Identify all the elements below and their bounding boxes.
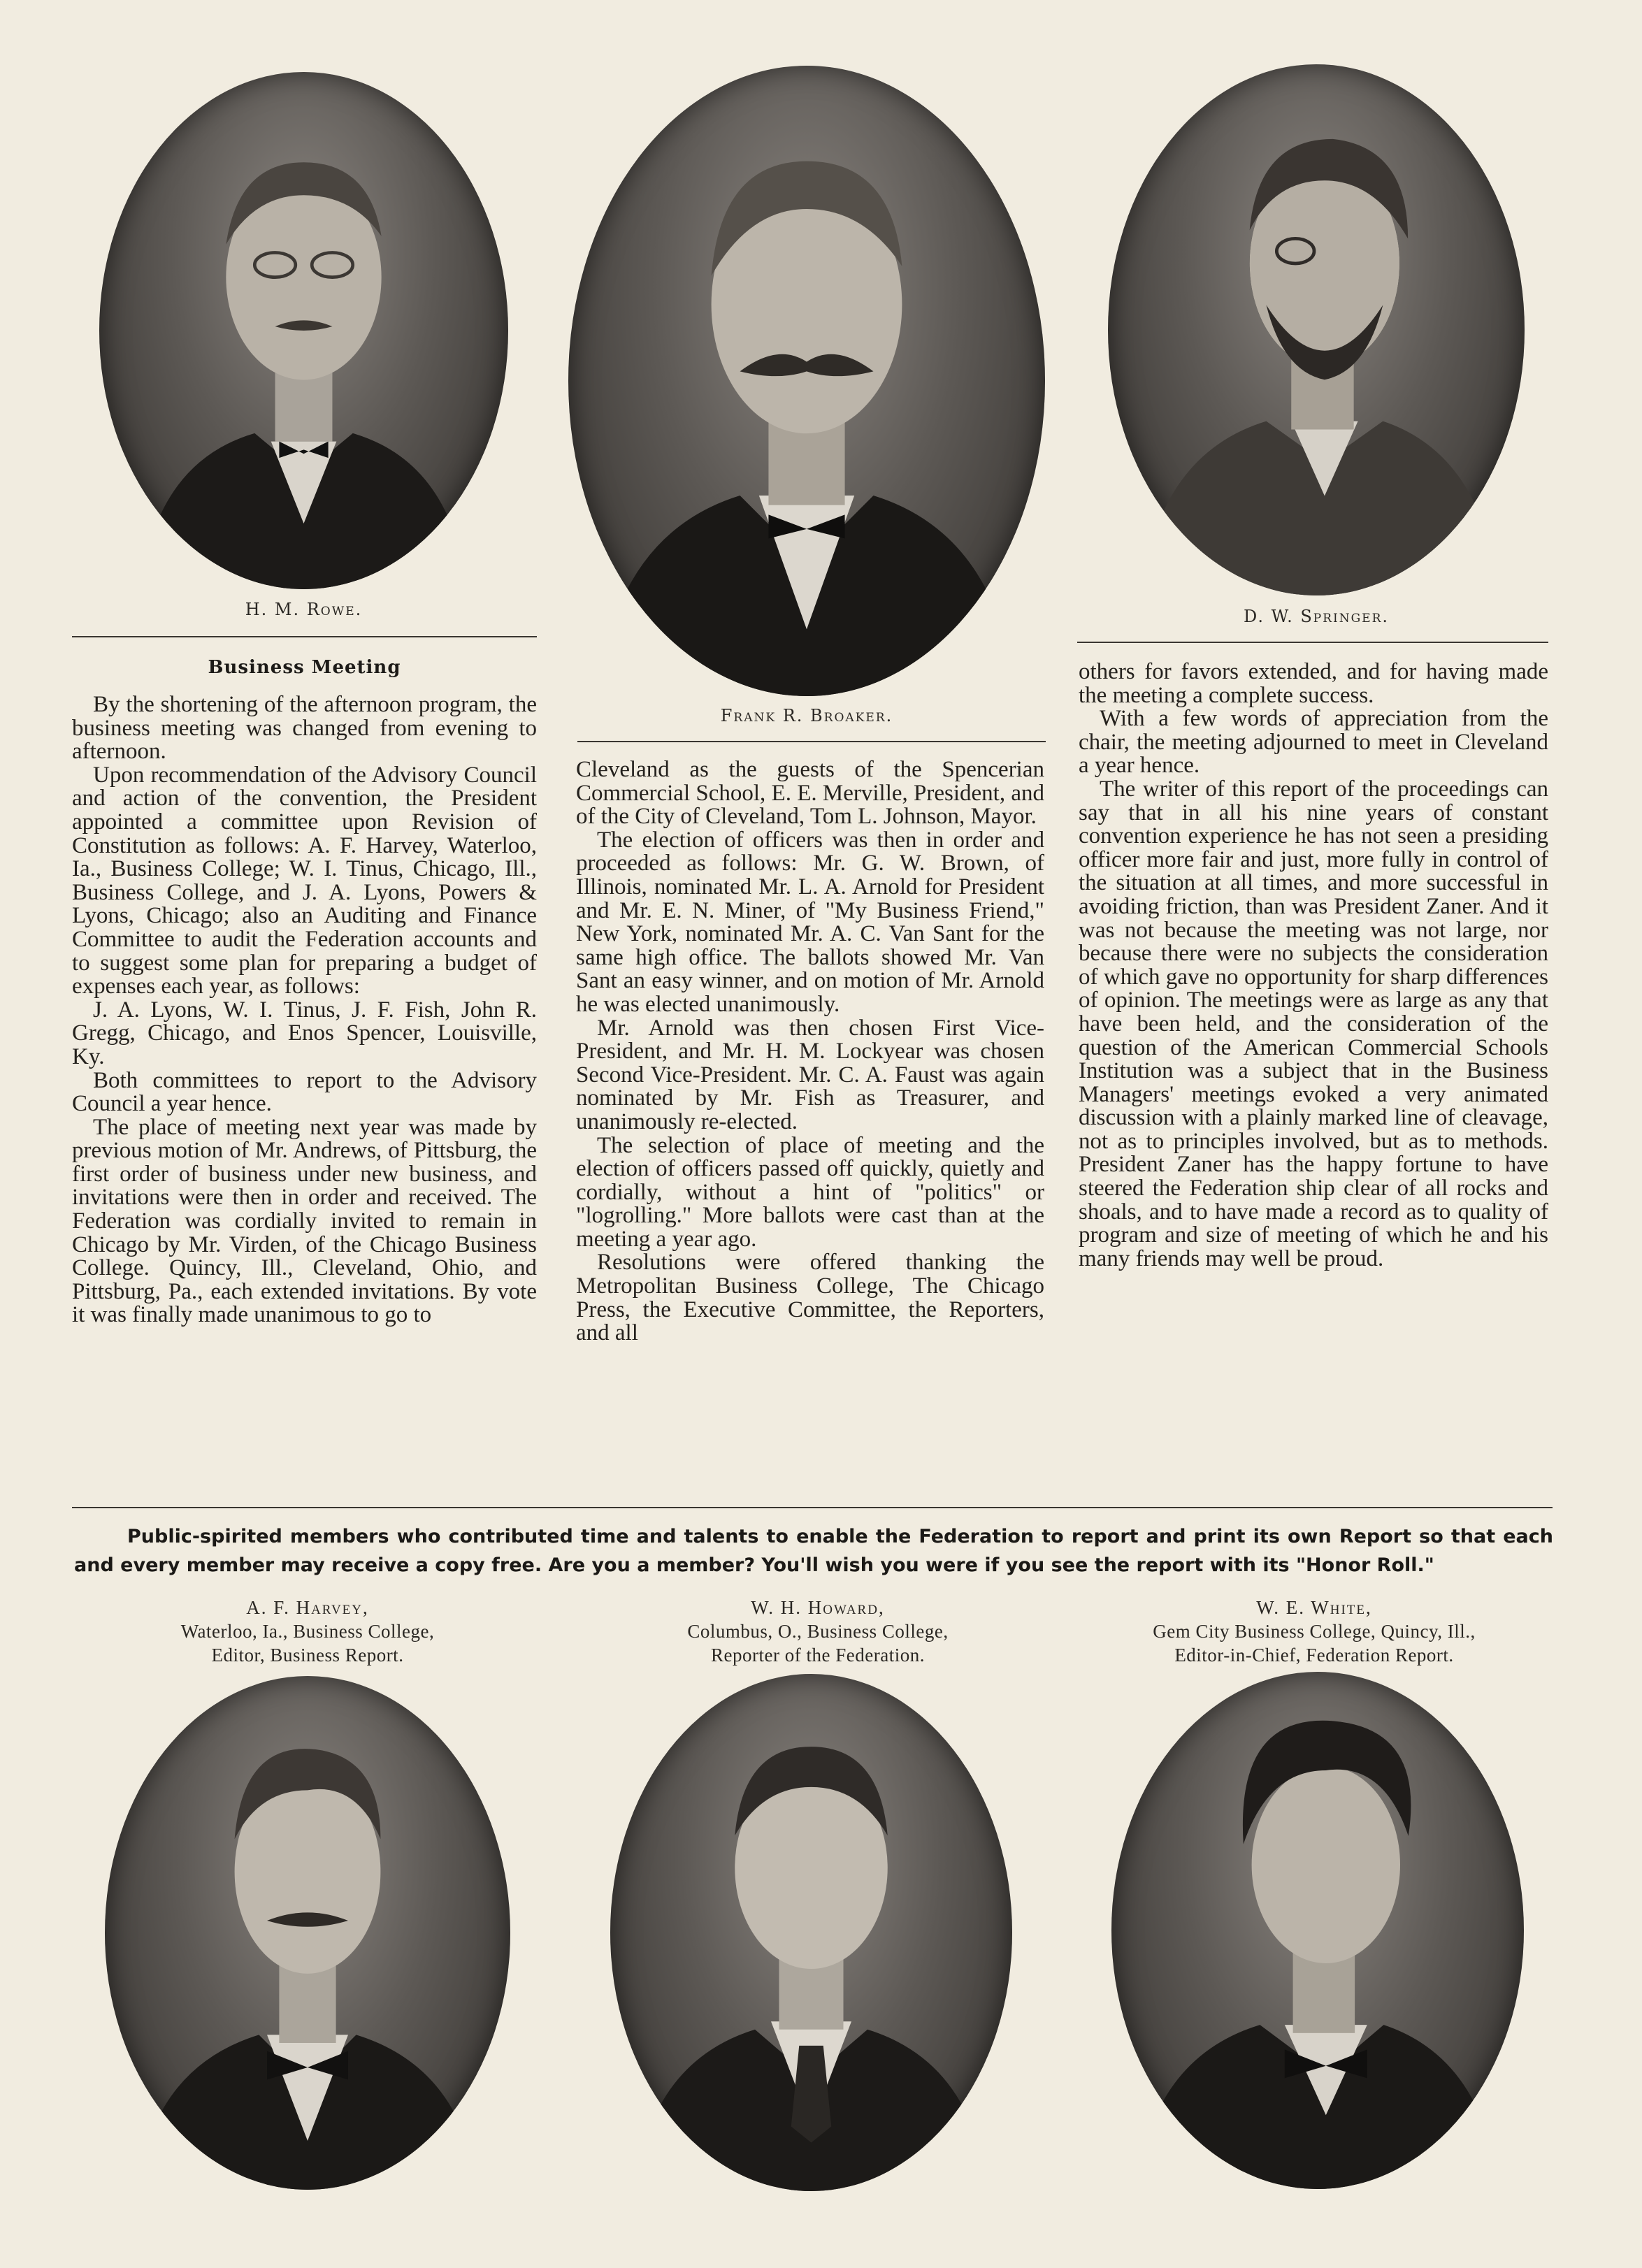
credit-name: W. E. White,	[1256, 1597, 1372, 1618]
article-heading: Business Meeting	[208, 657, 401, 678]
portrait-caption-springer: D. W. Springer.	[1243, 607, 1390, 626]
credit-affiliation: Gem City Business College, Quincy, Ill.,	[1153, 1621, 1476, 1642]
divider	[577, 741, 1046, 742]
paragraph: The place of meeting next year was made by previous motion of Mr. Andrews, of Pittsburg, the first order of business under new business, and invitations were then in order and received. The Federation was cordially invited to remain in Chicago by Mr. Virden, of the Chicago Business College. Quincy, Ill., Cleveland, Ohio, and Pittsburg, Pa., each extended invitations. By vote it was finally made unanimous to go to	[72, 1114, 537, 1328]
portrait-caption-broaker: Frank R. Broaker.	[720, 706, 893, 725]
paragraph: With a few words of appreciation from the chair, the meeting adjourned to meet in Cleveland a year hence.	[1079, 706, 1548, 779]
article-column-3	[1079, 660, 1548, 1271]
credit-name: A. F. Harvey,	[246, 1597, 369, 1618]
credit-affiliation: Waterloo, Ia., Business College,	[180, 1621, 435, 1642]
paragraph: Mr. Arnold was then chosen First Vice-President, and Mr. H. M. Lockyear was chosen Second Vice-President. Mr. C. A. Faust was again nominated by Mr. Fish as Treasurer, and unanimously re-elected.	[576, 1015, 1044, 1134]
article-column-1	[72, 693, 537, 1327]
paragraph: J. A. Lyons, W. I. Tinus, J. F. Fish, John R. Gregg, Chicago, and Enos Spencer, Louisville, Ky.	[72, 997, 537, 1069]
portrait-caption-rowe: H. M. Rowe.	[245, 600, 363, 619]
paragraph: The selection of place of meeting and the election of officers passed off quickly, quietly and cordially, without a hint of "politics" or "logrolling." More ballots were cast than at the meeting a year ago.	[576, 1132, 1044, 1252]
portrait-a-f-harvey	[105, 1676, 510, 2190]
paragraph: By the shortening of the afternoon program, the business meeting was changed from evening to afternoon.	[72, 692, 537, 765]
portrait-d-w-springer	[1108, 64, 1525, 595]
credit-role: Editor-in-Chief, Federation Report.	[1174, 1645, 1454, 1666]
credit-harvey	[105, 1596, 510, 1667]
divider	[72, 1507, 1553, 1508]
paragraph: others for favors extended, and for having made the meeting a complete success.	[1079, 659, 1548, 708]
portrait-w-h-howard	[610, 1674, 1012, 2191]
credit-white	[1087, 1596, 1541, 1667]
credit-howard	[615, 1596, 1021, 1667]
article-column-2	[576, 758, 1044, 1345]
paragraph: The writer of this report of the proceedings can say that in all his nine years of constant convention experience he has not seen a presiding officer more fair and just, more fully in control of the situation at all times, and more successful in avoiding friction, than was President Zaner. And it was not because the meeting was not large, nor because there were no subjects the consideration of which gave no opportunity for sharp differences of opinion. The meetings were as large as any that have been held, and the consideration of the question of the American Commercial Schools Institution was a subject that in the Business Managers' meetings evoked a very animated discussion with a plainly marked line of cleavage, not as to principles involved, but as to methods. President Zaner has the happy fortune to have steered the Federation ship clear of all rocks and shoals, and to have made a record as to quality of program and size of meeting of which he and his many friends may well be proud.	[1079, 776, 1548, 1271]
honor-roll-banner: Public-spirited members who contributed time and talents to enable the Federation to report and print its own Report so that each and every member may receive a copy free. Are you a member? You'll wish you were if you see the report with its "Honor Roll."	[74, 1526, 1553, 1576]
paragraph: Upon recommendation of the Advisory Council and action of the convention, the President appointed a committee upon Revision of Constitution as follows: A. F. Harvey, Waterloo, Ia., Business College; W. I. Tinus, Chicago, Ill., Business College, and J. A. Lyons, Powers & Lyons, Chicago; also an Auditing and Finance Committee to audit the Federation accounts and to suggest some plan for preparing a budget of expenses each year, as follows:	[72, 762, 537, 999]
portrait-h-m-rowe	[99, 72, 508, 589]
portrait-frank-r-broaker	[568, 66, 1045, 696]
credit-name: W. H. Howard,	[751, 1597, 885, 1618]
credit-role: Editor, Business Report.	[211, 1645, 404, 1666]
paragraph: Resolutions were offered thanking the Metropolitan Business College, The Chicago Press, the Executive Committee, the Reporters, and all	[576, 1250, 1044, 1346]
portrait-w-e-white	[1111, 1672, 1524, 2189]
paragraph: The election of officers was then in order and proceeded as follows: Mr. G. W. Brown, of Illinois, nominated Mr. L. A. Arnold for President and Mr. E. N. Miner, of "My Business Friend," New York, nominated Mr. A. C. Van Sant for the same high office. The ballots showed Mr. Van Sant an easy winner, and on motion of Mr. Arnold he was elected unanimously.	[576, 827, 1044, 1017]
divider	[1077, 642, 1548, 643]
paragraph: Cleveland as the guests of the Spencerian Commercial School, E. E. Merville, President, and of the City of Cleveland, Tom L. Johnson, Mayor.	[576, 757, 1044, 830]
paragraph: Both committees to report to the Advisory Council a year hence.	[72, 1067, 537, 1117]
credit-affiliation: Columbus, O., Business College,	[687, 1621, 949, 1642]
credit-role: Reporter of the Federation.	[711, 1645, 925, 1666]
divider	[72, 636, 537, 637]
